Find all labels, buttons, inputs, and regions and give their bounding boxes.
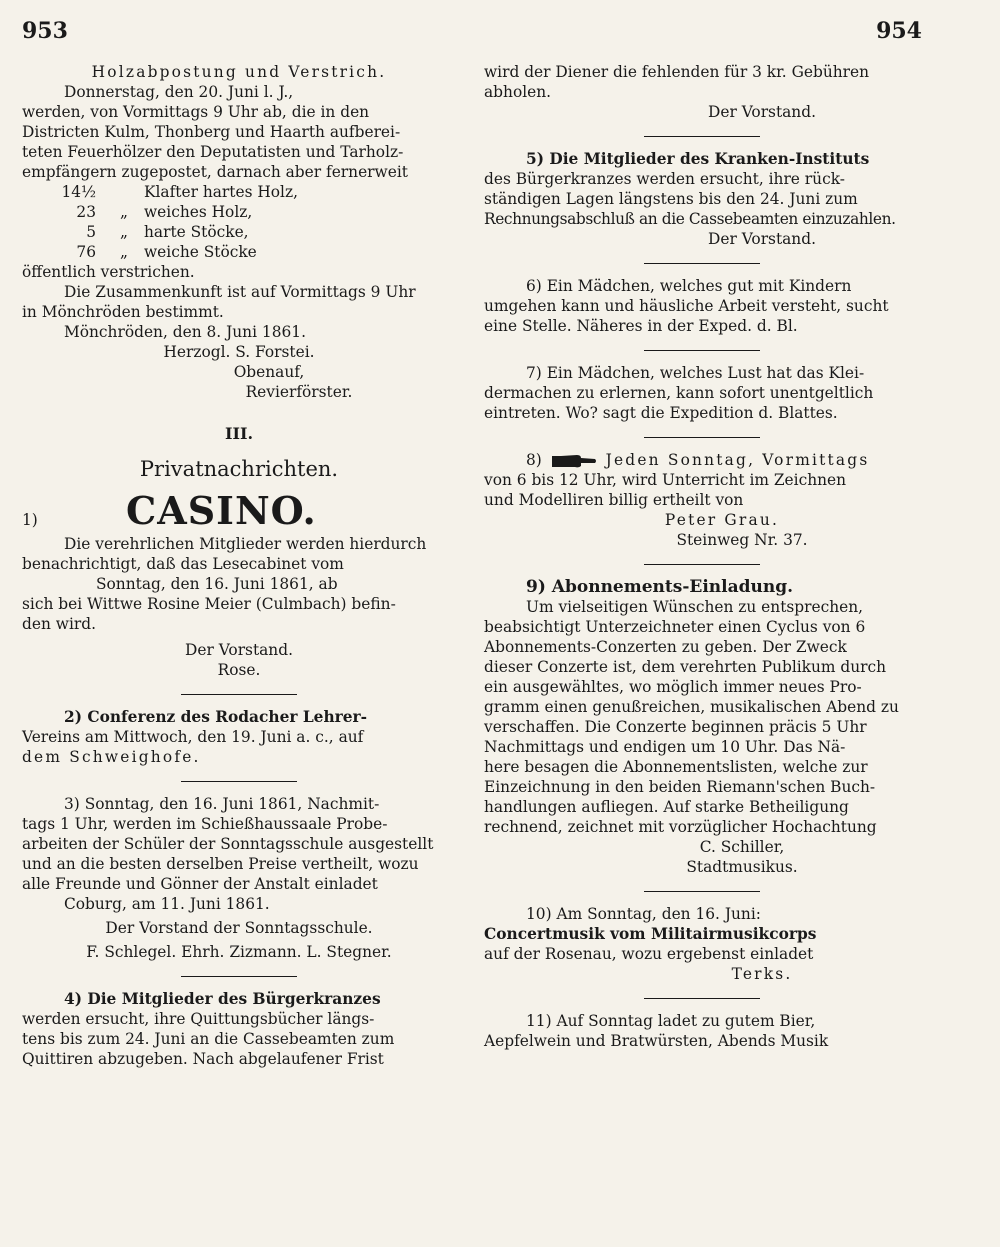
section-number: III. xyxy=(224,424,254,443)
section-title: Privatnachrichten. xyxy=(139,457,339,481)
notice-4-continued xyxy=(484,62,920,122)
text-line: Coburg, am 11. Juni 1861. xyxy=(64,895,270,913)
notice-6 xyxy=(484,276,920,336)
divider xyxy=(644,263,760,264)
signature: Der Vorstand. xyxy=(708,103,816,121)
text-line: öffentlich verstrichen. xyxy=(22,263,195,281)
text-line: abholen. xyxy=(484,83,552,101)
text-line: Die verehrlichen Mitglieder werden hierdurch xyxy=(64,535,427,553)
divider xyxy=(181,976,297,977)
signature: Peter Grau. xyxy=(664,511,780,529)
text-line: werden, von Vormittags 9 Uhr ab, die in den xyxy=(22,103,370,121)
text-line: ständigen Lagen längstens bis den 24. Juni zum xyxy=(484,190,858,208)
text-line: dieser Conzerte ist, dem verehrten Publikum durch xyxy=(484,658,887,676)
text-line: alle Freunde und Gönner der Anstalt einladet xyxy=(22,875,378,893)
signature: Stadtmusikus. xyxy=(686,858,798,876)
text-line: 4) Die Mitglieder des Bürgerkranzes xyxy=(64,990,381,1008)
text-line: eintreten. Wo? sagt die Expedition d. Blattes. xyxy=(484,404,838,422)
divider xyxy=(181,694,297,695)
signature: Terks. xyxy=(731,965,793,983)
page-number-right: 954 xyxy=(876,18,922,44)
notice-10 xyxy=(484,904,920,984)
list-item: 5 „ harte Stöcke, xyxy=(86,223,249,241)
text-line: Einzeichnung in den beiden Riemann'schen Buch- xyxy=(484,778,876,796)
text-line: benachrichtigt, daß das Lesecabinet vom xyxy=(22,555,344,573)
text-line: tens bis zum 24. Juni an die Cassebeamten zum xyxy=(22,1030,395,1048)
notice-9 xyxy=(484,577,920,877)
text-line: werden ersucht, ihre Quittungsbücher längs- xyxy=(22,1010,375,1028)
signature: Der Vorstand. xyxy=(708,230,816,248)
text-line: arbeiten der Schüler der Sonntagsschule ausgestellt xyxy=(22,835,434,853)
text-line: und an die besten derselben Preise vertheilt, wozu xyxy=(22,855,419,873)
notice-4 xyxy=(22,989,456,1069)
signature: Rose. xyxy=(217,661,261,679)
left-column xyxy=(22,62,456,1069)
divider xyxy=(644,998,760,999)
text-line: Aepfelwein und Bratwürsten, Abends Musik xyxy=(484,1032,829,1050)
text-line: 10) Am Sonntag, den 16. Juni: xyxy=(526,905,761,923)
notice-7 xyxy=(484,363,920,423)
casino-notice xyxy=(22,488,456,680)
text-line: Sonntag, den 16. Juni 1861, ab xyxy=(96,575,338,593)
text-line: von 6 bis 12 Uhr, wird Unterricht im Zeichnen xyxy=(484,471,847,489)
text-line: in Mönchröden bestimmt. xyxy=(22,303,224,321)
text-line: auf der Rosenau, wozu ergebenst einladet xyxy=(484,945,814,963)
text-line: eine Stelle. Näheres in der Exped. d. Bl. xyxy=(484,317,798,335)
text-line: handlungen aufliegen. Auf starke Betheiligung xyxy=(484,798,849,816)
notice-2 xyxy=(22,707,456,767)
signature: Obenauf, xyxy=(233,363,305,381)
pointing-hand-icon xyxy=(551,452,597,470)
text-line: 5) Die Mitglieder des Kranken-Instituts xyxy=(526,150,870,168)
text-line: und Modelliren billig ertheilt von xyxy=(484,491,744,509)
text-line: den wird. xyxy=(22,615,96,633)
notice-3 xyxy=(22,794,456,962)
holz-notice xyxy=(22,62,456,402)
divider xyxy=(644,564,760,565)
text-line: sich bei Wittwe Rosine Meier (Culmbach) befin- xyxy=(22,595,396,613)
text-line: rechnend, zeichnet mit vorzüglicher Hochachtung xyxy=(484,818,877,836)
text-line: wird der Diener die fehlenden für 3 kr. Gebühren xyxy=(484,63,870,81)
text-line: tags 1 Uhr, werden im Schießhaussaale Probe- xyxy=(22,815,388,833)
signature: Der Vorstand. xyxy=(185,641,293,659)
text-line: des Bürgerkranzes werden ersucht, ihre rück- xyxy=(484,170,845,188)
casino-heading: CASINO. xyxy=(126,488,317,533)
text-line: Quittiren abzugeben. Nach abgelaufener Frist xyxy=(22,1050,384,1068)
text-line: here besagen die Abonnementslisten, welche zur xyxy=(484,758,868,776)
text-line: gramm einen genußreichen, musikalischen Abend zu xyxy=(484,698,899,716)
text-line: Abonnements-Conzerten zu geben. Der Zweck xyxy=(484,638,847,656)
text-line: empfängern zugepostet, darnach aber fernerweit xyxy=(22,163,408,181)
divider xyxy=(644,437,760,438)
text-line: beabsichtigt Unterzeichneter einen Cyclus von 6 xyxy=(484,618,866,636)
text-line: Concertmusik vom Militairmusikcorps xyxy=(484,925,817,943)
text-line: Die Zusammenkunft ist auf Vormittags 9 Uhr xyxy=(64,283,416,301)
text-line: teten Feuerhölzer den Deputatisten und Tarholz- xyxy=(22,143,404,161)
divider xyxy=(644,350,760,351)
text-line: Vereins am Mittwoch, den 19. Juni a. c., auf xyxy=(22,728,364,746)
right-column xyxy=(484,62,920,1051)
signature: F. Schlegel. Ehrh. Zizmann. L. Stegner. xyxy=(86,943,392,961)
text-line: 6) Ein Mädchen, welches gut mit Kindern xyxy=(526,277,852,295)
divider xyxy=(644,891,760,892)
page-number-left: 953 xyxy=(22,18,68,44)
divider xyxy=(181,781,297,782)
text-line: 3) Sonntag, den 16. Juni 1861, Nachmit- xyxy=(64,795,380,813)
signature: Revierförster. xyxy=(245,383,353,401)
text-line: Nachmittags und endigen um 10 Uhr. Das Nä- xyxy=(484,738,846,756)
signature: Steinweg Nr. 37. xyxy=(676,531,808,549)
divider xyxy=(644,136,760,137)
text-line: ein ausgewähltes, wo möglich immer neues Pro- xyxy=(484,678,862,696)
signature: Der Vorstand der Sonntagsschule. xyxy=(105,919,373,937)
text-line: Districten Kulm, Thonberg und Haarth aufberei- xyxy=(22,123,401,141)
notice-title: Holzabpostung und Verstrich. xyxy=(91,63,387,81)
text-line: dem Schweighofe. xyxy=(22,748,201,766)
list-item: 14½ Klafter hartes Holz, xyxy=(61,183,298,201)
text-line: Donnerstag, den 20. Juni l. J., xyxy=(64,83,294,101)
text-line: Rechnungsabschluß an die Cassebeamten einzuzahlen. xyxy=(484,210,896,228)
signature: C. Schiller, xyxy=(699,838,785,856)
text-line: Jeden Sonntag, Vormittags xyxy=(605,451,870,469)
text-line: dermachen zu erlernen, kann sofort unentgeltlich xyxy=(484,384,874,402)
notice-11 xyxy=(484,1011,920,1051)
notice-title: 9) Abonnements-Einladung. xyxy=(526,577,794,597)
signature: Herzogl. S. Forstei. xyxy=(163,343,315,361)
text-line: Mönchröden, den 8. Juni 1861. xyxy=(64,323,306,341)
list-item: 76 „ weiche Stöcke xyxy=(76,243,257,261)
text-line: 11) Auf Sonntag ladet zu gutem Bier, xyxy=(526,1012,816,1030)
text-line: 2) Conferenz des Rodacher Lehrer- xyxy=(64,708,368,726)
item-number: 8) xyxy=(526,451,542,469)
notice-5 xyxy=(484,149,920,249)
list-item: 23 „ weiches Holz, xyxy=(76,203,253,221)
text-line: verschaffen. Die Conzerte beginnen präcis 5 Uhr xyxy=(484,718,867,736)
text-line: umgehen kann und häusliche Arbeit versteht, sucht xyxy=(484,297,889,315)
text-line: Um vielseitigen Wünschen zu entsprechen, xyxy=(526,598,864,616)
text-line: 7) Ein Mädchen, welches Lust hat das Klei- xyxy=(526,364,865,382)
notice-8 xyxy=(484,450,920,550)
item-number: 1) xyxy=(22,511,38,529)
